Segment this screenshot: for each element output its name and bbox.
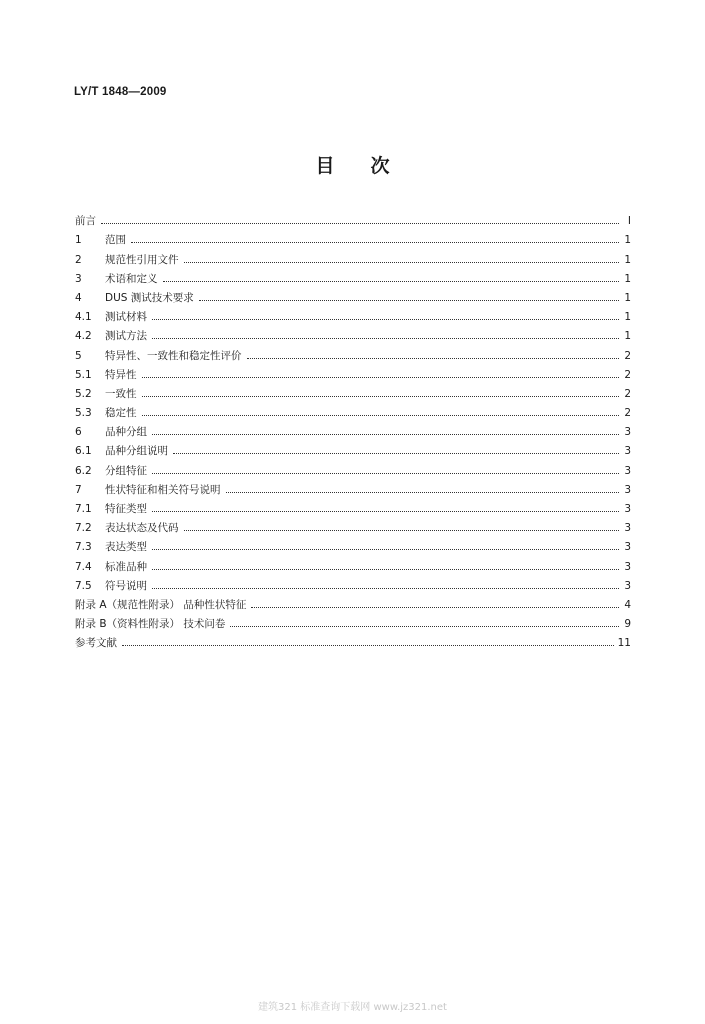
toc-leader-dots xyxy=(173,453,619,454)
toc-entry-page: 1 xyxy=(624,272,631,285)
toc-entry[interactable] xyxy=(75,477,631,496)
toc-leader-dots xyxy=(142,377,620,378)
toc-entry-label: 附录 A（规范性附录） 品种性状特征 xyxy=(75,598,247,611)
toc-entry[interactable] xyxy=(75,227,631,246)
toc-entry[interactable] xyxy=(75,611,631,630)
toc-entry-page: 1 xyxy=(624,253,631,266)
toc-leader-dots xyxy=(152,511,619,512)
toc-entry-number: 5.2 xyxy=(75,387,92,400)
toc-entry-number: 7.5 xyxy=(75,579,92,592)
toc-entry[interactable] xyxy=(75,419,631,438)
toc-entry-label: 范围 xyxy=(105,234,126,247)
toc-entry-number: 6.2 xyxy=(75,464,92,477)
toc-entry-number: 6.1 xyxy=(75,445,92,458)
toc-entry[interactable] xyxy=(75,381,631,400)
toc-entry-label: 分组特征 xyxy=(105,464,147,477)
toc-entry[interactable] xyxy=(75,457,631,476)
toc-entry-number: 6 xyxy=(75,426,82,439)
toc-entry-number: 1 xyxy=(75,234,82,247)
toc-leader-dots xyxy=(199,300,619,301)
toc-entry[interactable] xyxy=(75,304,631,323)
toc-entry-page: 2 xyxy=(624,349,631,362)
toc-entry-page: 3 xyxy=(624,464,631,477)
toc-entry[interactable] xyxy=(75,630,631,649)
standard-code: LY/T 1848—2009 xyxy=(74,86,167,98)
toc-entry-number: 7.4 xyxy=(75,560,92,573)
toc-entry-label: 一致性 xyxy=(105,387,137,400)
toc-leader-dots xyxy=(152,569,619,570)
toc-leader-dots xyxy=(152,319,619,320)
toc-entry-number: 2 xyxy=(75,253,82,266)
toc-leader-dots xyxy=(122,645,614,646)
toc-entry[interactable] xyxy=(75,515,631,534)
toc-entry-page: 1 xyxy=(624,330,631,343)
toc-entry-number: 7.2 xyxy=(75,522,92,535)
toc-entry[interactable] xyxy=(75,592,631,611)
toc-entry-label: 标准品种 xyxy=(105,560,147,573)
toc-entry-number: 4 xyxy=(75,291,82,304)
toc-entry[interactable] xyxy=(75,342,631,361)
toc-entry[interactable] xyxy=(75,208,631,227)
toc-entry-page: 1 xyxy=(624,311,631,324)
toc-entry-label: 规范性引用文件 xyxy=(105,253,179,266)
toc-entry[interactable] xyxy=(75,553,631,572)
toc-leader-dots xyxy=(230,626,619,627)
toc-entry-page: 1 xyxy=(624,234,631,247)
toc-entry-page: 3 xyxy=(624,426,631,439)
toc-leader-dots xyxy=(226,492,620,493)
toc-entry-label: 附录 B（资料性附录） 技术问卷 xyxy=(75,618,226,631)
toc-entry-number: 5.3 xyxy=(75,407,92,420)
toc-entry-label: 表达状态及代码 xyxy=(105,522,179,535)
toc-leader-dots xyxy=(152,549,619,550)
toc-entry-label: 性状特征和相关符号说明 xyxy=(105,483,221,496)
toc-entry-label: 表达类型 xyxy=(105,541,147,554)
toc-leader-dots xyxy=(152,434,619,435)
toc-entry-label: 测试方法 xyxy=(105,330,147,343)
toc-entry-number: 4.1 xyxy=(75,311,92,324)
table-of-contents xyxy=(75,208,631,649)
toc-entry-page: 3 xyxy=(624,445,631,458)
toc-entry-label: 符号说明 xyxy=(105,579,147,592)
toc-entry[interactable] xyxy=(75,266,631,285)
toc-entry[interactable] xyxy=(75,496,631,515)
toc-leader-dots xyxy=(152,473,619,474)
toc-entry-label: 特异性、一致性和稳定性评价 xyxy=(105,349,242,362)
toc-entry-number: 5 xyxy=(75,349,82,362)
toc-entry-label: 测试材料 xyxy=(105,311,147,324)
toc-leader-dots xyxy=(101,223,619,224)
toc-leader-dots xyxy=(131,242,619,243)
toc-entry-label: 术语和定义 xyxy=(105,272,158,285)
toc-entry-number: 3 xyxy=(75,272,82,285)
toc-entry-label: DUS 测试技术要求 xyxy=(105,291,194,304)
toc-entry-page: Ⅰ xyxy=(627,215,631,228)
toc-entry-page: 3 xyxy=(624,541,631,554)
toc-entry-label: 品种分组说明 xyxy=(105,445,168,458)
toc-entry-label: 前言 xyxy=(75,215,96,228)
toc-leader-dots xyxy=(152,588,619,589)
toc-entry[interactable] xyxy=(75,438,631,457)
toc-entry-page: 2 xyxy=(624,387,631,400)
toc-leader-dots xyxy=(184,262,620,263)
title-part-2: 次 xyxy=(370,155,390,177)
toc-leader-dots xyxy=(152,338,619,339)
toc-entry[interactable] xyxy=(75,246,631,265)
toc-entry-label: 稳定性 xyxy=(105,407,137,420)
toc-entry-number: 7.1 xyxy=(75,503,92,515)
toc-entry-page: 3 xyxy=(624,503,631,515)
toc-leader-dots xyxy=(142,415,620,416)
toc-entry-label: 特征类型 xyxy=(105,503,147,515)
page-title xyxy=(0,151,705,178)
toc-entry-label: 特异性 xyxy=(105,368,137,381)
toc-entry-page: 9 xyxy=(624,618,631,631)
toc-entry-label: 品种分组 xyxy=(105,426,147,439)
toc-leader-dots xyxy=(251,607,619,608)
toc-entry-label: 参考文献 xyxy=(75,637,117,650)
toc-entry-page: 3 xyxy=(624,560,631,573)
watermark: 建筑321 标准查询下载网 www.jz321.net xyxy=(258,1002,447,1013)
toc-entry-number: 7 xyxy=(75,483,82,496)
toc-entry-page: 2 xyxy=(624,407,631,420)
toc-entry-page: 1 xyxy=(624,291,631,304)
toc-leader-dots xyxy=(142,396,620,397)
title-part-1: 目 xyxy=(315,155,335,177)
toc-entry-page: 11 xyxy=(617,637,631,650)
toc-entry-page: 3 xyxy=(624,483,631,496)
toc-entry-number: 7.3 xyxy=(75,541,92,554)
toc-entry-page: 4 xyxy=(624,598,631,611)
toc-entry[interactable] xyxy=(75,573,631,592)
toc-entry[interactable] xyxy=(75,400,631,419)
toc-entry[interactable] xyxy=(75,362,631,381)
toc-entry-page: 3 xyxy=(624,579,631,592)
toc-entry[interactable] xyxy=(75,285,631,304)
toc-entry[interactable] xyxy=(75,534,631,553)
toc-leader-dots xyxy=(247,358,620,359)
toc-entry-page: 2 xyxy=(624,368,631,381)
toc-leader-dots xyxy=(184,530,620,531)
toc-entry-page: 3 xyxy=(624,522,631,535)
toc-leader-dots xyxy=(163,281,620,282)
toc-entry[interactable] xyxy=(75,323,631,342)
toc-entry-number: 5.1 xyxy=(75,368,92,381)
toc-entry-number: 4.2 xyxy=(75,330,92,343)
